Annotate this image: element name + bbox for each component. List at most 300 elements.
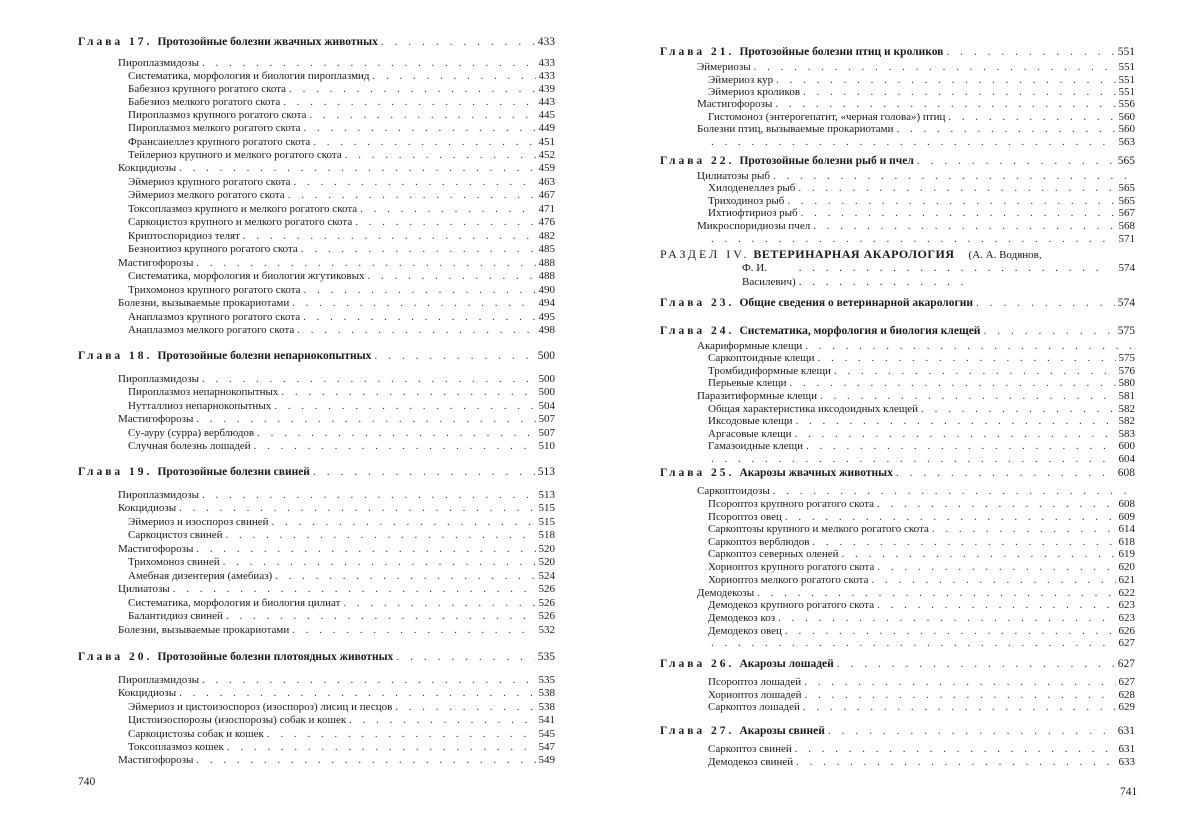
page-number: 485 xyxy=(538,243,555,255)
toc-entry xyxy=(708,415,1135,428)
entry-title: Демодекоз коз xyxy=(708,612,776,624)
toc-entry xyxy=(128,70,555,83)
page-number: 526 xyxy=(538,583,555,595)
toc-entry xyxy=(118,502,555,515)
dot-leader xyxy=(196,257,535,270)
page-number: 452 xyxy=(538,149,555,161)
entry-title: Цилиатозы xyxy=(118,583,170,595)
chapter-title-wrap xyxy=(78,466,310,479)
entry-title: Бабезиоз крупного рогатого скота xyxy=(128,83,287,95)
toc-entry xyxy=(708,136,1135,149)
dot-leader xyxy=(711,136,1116,149)
page-number: 581 xyxy=(1118,390,1135,402)
page-number: 518 xyxy=(538,529,555,541)
toc-entry xyxy=(697,61,1135,74)
entry-title: Микроспоридиозы пчел xyxy=(697,220,811,232)
dot-leader xyxy=(289,83,535,96)
page-number: 568 xyxy=(1118,220,1135,232)
section-label: РАЗДЕЛ IV. xyxy=(660,247,750,261)
entry-title: Саркоптоз лошадей xyxy=(708,701,800,713)
page-number: 538 xyxy=(538,687,555,699)
page-number: 604 xyxy=(1118,453,1135,465)
chapter-label: Глава 17. xyxy=(78,36,153,48)
entry-title: Хориоптоз лошадей xyxy=(708,689,802,701)
page-number: 535 xyxy=(538,674,555,686)
entry-title: Эймериоз и изоспороз свиней xyxy=(128,516,269,528)
page-number: 571 xyxy=(1118,233,1135,245)
entry-title: Пироплазмоз непарнокопытных xyxy=(128,386,279,398)
page-number: 551 xyxy=(1118,74,1135,86)
dot-leader xyxy=(813,220,1115,233)
toc-entry xyxy=(708,498,1135,511)
toc-entry xyxy=(118,413,555,426)
page-number: 433 xyxy=(538,57,555,69)
dot-leader xyxy=(754,61,1116,74)
entry-title: Болезни, вызываемые прокариотами xyxy=(118,624,290,636)
entry-title: Тейлериоз крупного и мелкого рогатого скота xyxy=(128,149,342,161)
dot-leader xyxy=(196,413,535,426)
page-number: 633 xyxy=(1118,756,1135,768)
toc-entry xyxy=(128,149,555,162)
dot-leader xyxy=(202,57,536,70)
dot-leader xyxy=(309,109,535,122)
chapter-title-wrap xyxy=(660,297,973,310)
toc-entry xyxy=(118,489,555,502)
page-number: 614 xyxy=(1118,523,1135,535)
chapter-heading xyxy=(660,467,1135,480)
page-number: 560 xyxy=(1118,111,1135,123)
page-number: 582 xyxy=(1118,415,1135,427)
page-number: 535 xyxy=(537,651,555,663)
entry-title: Цилиатозы рыб xyxy=(697,170,770,182)
page-number: 582 xyxy=(1118,403,1135,415)
chapter-title: Протозойные болезни птиц и кроликов xyxy=(739,46,944,58)
entry-title: Кокцидиозы xyxy=(118,162,177,174)
toc-entry xyxy=(118,373,555,386)
entry-title: Трихомоноз крупного рогатого скота xyxy=(128,284,301,296)
page-number: 551 xyxy=(1118,61,1135,73)
toc-entry xyxy=(708,523,1135,536)
page-number: 526 xyxy=(538,597,555,609)
dot-leader xyxy=(976,297,1115,310)
dot-leader xyxy=(275,570,535,583)
dot-leader xyxy=(796,756,1115,769)
toc-entry xyxy=(708,756,1135,769)
page-number: 494 xyxy=(538,297,555,309)
chapter-label: Глава 21. xyxy=(660,46,735,58)
entry-title: Криптоспоридиоз телят xyxy=(128,230,240,242)
dot-leader xyxy=(360,203,535,216)
page-number: 565 xyxy=(1118,182,1135,194)
toc-entry xyxy=(708,207,1135,220)
dot-leader xyxy=(313,136,535,149)
dot-leader xyxy=(226,529,536,542)
toc-entry xyxy=(697,98,1135,111)
entry-title: Эймериоз мелкого рогатого скота xyxy=(128,189,285,201)
dot-leader xyxy=(349,714,535,727)
dot-leader xyxy=(274,400,535,413)
page-number: 618 xyxy=(1118,536,1135,548)
entry-title: Псороптоз крупного рогатого скота xyxy=(708,498,875,510)
chapter-title-wrap xyxy=(78,350,371,363)
dot-leader xyxy=(343,597,535,610)
dot-leader xyxy=(374,350,534,363)
toc-entry xyxy=(708,574,1135,587)
chapter-label: Глава 22. xyxy=(660,155,735,167)
chapter-title: Систематика, морфология и биология клещей xyxy=(739,325,981,337)
page-number: 619 xyxy=(1118,548,1135,560)
toc-entry xyxy=(128,400,555,413)
dot-leader xyxy=(896,467,1115,480)
entry-title: Аргасовые клещи xyxy=(708,428,792,440)
entry-title: Демодекозы xyxy=(697,587,755,599)
toc-entry xyxy=(128,270,555,283)
page-number: 549 xyxy=(538,754,555,766)
page-number: 443 xyxy=(538,96,555,108)
dot-leader xyxy=(877,498,1115,511)
page-number: 574 xyxy=(1117,297,1135,309)
page-number: 620 xyxy=(1118,561,1135,573)
entry-title: Акариформные клещи xyxy=(697,340,803,352)
toc-entry xyxy=(708,182,1135,195)
dot-leader xyxy=(795,743,1116,756)
toc-entry xyxy=(128,386,555,399)
entry-title: Тромбидиформные клещи xyxy=(708,365,831,377)
entry-title: Саркоптозы крупного и мелкого рогатого скота xyxy=(708,523,929,535)
dot-leader xyxy=(202,373,536,386)
dot-leader xyxy=(775,98,1115,111)
page-number: 628 xyxy=(1118,689,1135,701)
chapter-label: Глава 23. xyxy=(660,297,735,309)
dot-leader xyxy=(297,324,535,337)
dot-leader xyxy=(837,658,1115,671)
page-number: 623 xyxy=(1118,612,1135,624)
dot-leader xyxy=(877,561,1115,574)
page-number: 623 xyxy=(1118,599,1135,611)
chapter-title: Протозойные болезни жвачных животных xyxy=(157,36,378,48)
entry-title: Саркоптоидные клещи xyxy=(708,352,815,364)
entry-title: Демодекоз свиней xyxy=(708,756,794,768)
chapter-title: Протозойные болезни свиней xyxy=(157,466,310,478)
chapter-label: Глава 19. xyxy=(78,466,153,478)
page-number: 608 xyxy=(1117,467,1135,479)
entry-title: Пироплазмидозы xyxy=(118,674,199,686)
toc-entry xyxy=(128,610,555,623)
chapter-title: Общие сведения о ветеринарной акарологии xyxy=(739,297,973,309)
page-number: 433 xyxy=(537,36,555,48)
page-number: 575 xyxy=(1118,352,1135,364)
toc-entry xyxy=(708,233,1135,246)
page-number: 488 xyxy=(538,270,555,282)
dot-leader xyxy=(292,297,535,310)
entry-title: Гамазоидные клещи xyxy=(708,440,803,452)
page-folio: 741 xyxy=(1120,786,1138,798)
page-number: 490 xyxy=(538,284,555,296)
entry-title: Гистомоноз (энтерогепатит, «черная голова») птиц xyxy=(708,111,946,123)
toc-entry xyxy=(128,243,555,256)
dot-leader xyxy=(257,427,535,440)
entry-title: Цистоизоспорозы (изоспорозы) собак и кошек xyxy=(128,714,347,726)
dot-leader xyxy=(355,216,535,229)
page-number: 500 xyxy=(538,386,555,398)
page-number: 451 xyxy=(538,136,555,148)
page-number: 545 xyxy=(538,728,555,740)
page-number: 556 xyxy=(1118,98,1135,110)
toc-entry xyxy=(128,701,555,714)
page-number: 449 xyxy=(538,122,555,134)
entry-title: Балантидиоз свиней xyxy=(128,610,223,622)
chapter-heading xyxy=(660,325,1135,338)
toc-entry xyxy=(118,57,555,70)
dot-leader xyxy=(711,637,1116,650)
toc-entry xyxy=(708,637,1135,650)
entry-title: Мастигофорозы xyxy=(118,754,194,766)
chapter-title: Акарозы лошадей xyxy=(739,658,834,670)
entry-title: Систематика, морфология и биология пироплазмид xyxy=(128,70,370,82)
entry-title: Кокцидиозы xyxy=(118,502,177,514)
dot-leader xyxy=(267,728,536,741)
dot-leader xyxy=(272,516,536,529)
toc-entry xyxy=(128,529,555,542)
chapter-heading xyxy=(660,297,1135,310)
dot-leader xyxy=(818,352,1116,365)
toc-entry xyxy=(128,96,555,109)
entry-title: Эймериозы xyxy=(697,61,751,73)
dot-leader xyxy=(202,674,536,687)
entry-title: Мастигофорозы xyxy=(118,257,194,269)
page-number: 515 xyxy=(538,516,555,528)
entry-title: Общая характеристика иксодоидных клещей xyxy=(708,403,919,415)
page-number: 520 xyxy=(538,556,555,568)
toc-entry xyxy=(697,220,1135,233)
dot-leader xyxy=(841,548,1115,561)
entry-title: Систематика, морфология и биология цилиат xyxy=(128,597,341,609)
dot-leader xyxy=(778,612,1115,625)
entry-title: Псороптоз овец xyxy=(708,511,782,523)
toc-entry xyxy=(708,612,1135,625)
chapter-heading xyxy=(78,36,555,49)
page-number: 500 xyxy=(537,350,555,362)
toc-entry xyxy=(118,687,555,700)
chapter-title: Акарозы свиней xyxy=(739,725,825,737)
dot-leader xyxy=(801,207,1116,220)
page-number: 575 xyxy=(1117,325,1135,337)
entry-title: Су-ауру (сурра) верблюдов xyxy=(128,427,255,439)
entry-title: Саркоцистоз свиней xyxy=(128,529,223,541)
entry-title: Паразитиформные клещи xyxy=(697,390,818,402)
chapter-title: Протозойные болезни рыб и пчел xyxy=(739,155,914,167)
entry-title: Мастигофорозы xyxy=(697,98,773,110)
entry-title: Саркоптоз верблюдов xyxy=(708,536,810,548)
chapter-heading xyxy=(78,651,555,664)
page-number: 563 xyxy=(1118,136,1135,148)
entry-title: Анаплазмоз мелкого рогатого скота xyxy=(128,324,295,336)
entry-title: Саркоптоидозы xyxy=(697,485,770,497)
dot-leader xyxy=(281,386,535,399)
page-number: 445 xyxy=(538,109,555,121)
chapter-heading xyxy=(660,46,1135,59)
toc-entry xyxy=(708,561,1135,574)
chapter-label: Глава 26. xyxy=(660,658,735,670)
page-number: 627 xyxy=(1118,637,1135,649)
dot-leader xyxy=(179,502,535,515)
dot-leader xyxy=(897,123,1116,136)
page-number: 513 xyxy=(538,489,555,501)
toc-entry xyxy=(697,485,1135,498)
page-number: 574 xyxy=(1118,262,1135,274)
toc-entry xyxy=(128,230,555,243)
toc-entry xyxy=(128,427,555,440)
toc-entry xyxy=(128,440,555,453)
chapter-heading xyxy=(78,466,555,479)
entry-title: Безноитиоз крупного рогатого скота xyxy=(128,243,298,255)
entry-title: Кокцидиозы xyxy=(118,687,177,699)
entry-title: Пироплазмоз крупного рогатого скота xyxy=(128,109,307,121)
page-number: 526 xyxy=(538,610,555,622)
entry-title: Ихтиофтириоз рыб xyxy=(708,207,798,219)
entry-title: Иксодовые клещи xyxy=(708,415,793,427)
chapter-title-wrap xyxy=(660,155,914,168)
section-authors: (А. А. Водянов, xyxy=(968,249,1042,261)
toc-entry xyxy=(708,352,1135,365)
page-number: 504 xyxy=(538,400,555,412)
toc-entry xyxy=(128,597,555,610)
entry-title: Саркоцистозы собак и кошек xyxy=(128,728,264,740)
dot-leader xyxy=(313,466,535,479)
entry-title: Пироплазмидозы xyxy=(118,57,199,69)
toc-entry xyxy=(118,162,555,175)
toc-entry xyxy=(128,324,555,337)
dot-leader xyxy=(196,543,535,556)
entry-title: Саркоптоз свиней xyxy=(708,743,792,755)
toc-entry xyxy=(128,311,555,324)
dot-leader xyxy=(294,176,536,189)
chapter-title: Протозойные болезни плотоядных животных xyxy=(157,651,394,663)
page-number: 627 xyxy=(1118,676,1135,688)
page-number: 551 xyxy=(1117,46,1135,58)
page-number: 621 xyxy=(1118,574,1135,586)
page-number: 565 xyxy=(1117,155,1135,167)
toc-entry xyxy=(128,83,555,96)
entry-title: Эймериоз кур xyxy=(708,74,774,86)
entry-title: Мастигофорозы xyxy=(118,543,194,555)
dot-leader xyxy=(790,377,1116,390)
page-number: 567 xyxy=(1118,207,1135,219)
entry-title: Саркоцистоз крупного и мелкого рогатого скота xyxy=(128,216,353,228)
section-authors: Ф. И. Василевич) xyxy=(742,262,796,288)
page-number: 476 xyxy=(538,216,555,228)
dot-leader xyxy=(304,122,536,135)
chapter-title-wrap xyxy=(660,658,834,671)
dot-leader xyxy=(301,243,536,256)
toc-entry xyxy=(118,297,555,310)
entry-title: Триходиноз рыб xyxy=(708,195,785,207)
toc-entry xyxy=(708,453,1135,466)
toc-entry xyxy=(708,676,1135,689)
entry-title: Демодекоз крупного рогатого скота xyxy=(708,599,875,611)
entry-title: Перьевые клещи xyxy=(708,377,787,389)
dot-leader xyxy=(283,96,535,109)
chapter-title-wrap xyxy=(660,467,893,480)
page-number: 609 xyxy=(1118,511,1135,523)
chapter-title-wrap xyxy=(660,325,980,338)
dot-leader xyxy=(243,230,536,243)
dot-leader xyxy=(179,162,535,175)
page-number: 500 xyxy=(538,373,555,385)
dot-leader xyxy=(711,453,1116,466)
toc-entry xyxy=(118,583,555,596)
toc-entry xyxy=(128,109,555,122)
toc-entry xyxy=(118,624,555,637)
page-number: 439 xyxy=(538,83,555,95)
toc-entry xyxy=(697,123,1135,136)
toc-entry xyxy=(118,674,555,687)
page-number: 600 xyxy=(1118,440,1135,452)
chapter-heading xyxy=(78,350,555,363)
entry-title: Эймериоз крупного рогатого скота xyxy=(128,176,291,188)
page-number: 580 xyxy=(1118,377,1135,389)
page-folio: 740 xyxy=(78,776,96,788)
entry-title: Хориоптоз крупного рогатого скота xyxy=(708,561,875,573)
page-number: 513 xyxy=(537,466,555,478)
dot-leader xyxy=(227,741,536,754)
dot-leader xyxy=(202,489,536,502)
page-number: 627 xyxy=(1117,658,1135,670)
page-number: 467 xyxy=(538,189,555,201)
dot-leader xyxy=(877,599,1115,612)
chapter-label: Глава 24. xyxy=(660,325,735,337)
page-number: 541 xyxy=(538,714,555,726)
dot-leader xyxy=(226,610,536,623)
page-number: 608 xyxy=(1118,498,1135,510)
dot-leader xyxy=(368,270,536,283)
entry-title: Нутталлиоз непарнокопытных xyxy=(128,400,272,412)
dot-leader xyxy=(288,189,536,202)
entry-title: Токсоплазмоз крупного и мелкого рогатого скота xyxy=(128,203,358,215)
toc-entry xyxy=(128,136,555,149)
entry-title: Случная болезнь лошадей xyxy=(128,440,251,452)
toc-entry xyxy=(708,440,1135,453)
dot-leader xyxy=(223,556,536,569)
dot-leader xyxy=(303,311,535,324)
entry-title: Систематика, морфология и биология жгутиковых xyxy=(128,270,365,282)
dot-leader xyxy=(396,651,534,664)
chapter-title-wrap xyxy=(78,651,393,664)
page-number: 565 xyxy=(1118,195,1135,207)
dot-leader xyxy=(795,415,1115,428)
toc-entry xyxy=(708,701,1135,714)
chapter-title: Акарозы жвачных животных xyxy=(739,467,893,479)
section-title: ВЕТЕРИНАРНАЯ АКАРОЛОГИЯ xyxy=(753,247,955,261)
page-number: 498 xyxy=(538,324,555,336)
chapter-heading xyxy=(660,155,1135,168)
page-number: 538 xyxy=(538,701,555,713)
page-number: 520 xyxy=(538,543,555,555)
entry-title: Анаплазмоз крупного рогатого скота xyxy=(128,311,301,323)
page-number: 551 xyxy=(1118,86,1135,98)
toc-entry xyxy=(708,743,1135,756)
dot-leader xyxy=(373,70,536,83)
page-number: 576 xyxy=(1118,365,1135,377)
toc-entry xyxy=(708,599,1135,612)
chapter-label: Глава 25. xyxy=(660,467,735,479)
entry-title: Мастигофорозы xyxy=(118,413,194,425)
dot-leader xyxy=(983,325,1114,338)
page-number: 547 xyxy=(538,741,555,753)
toc-entry xyxy=(128,728,555,741)
entry-title: Болезни, вызываемые прокариотами xyxy=(118,297,290,309)
toc-entry xyxy=(128,570,555,583)
